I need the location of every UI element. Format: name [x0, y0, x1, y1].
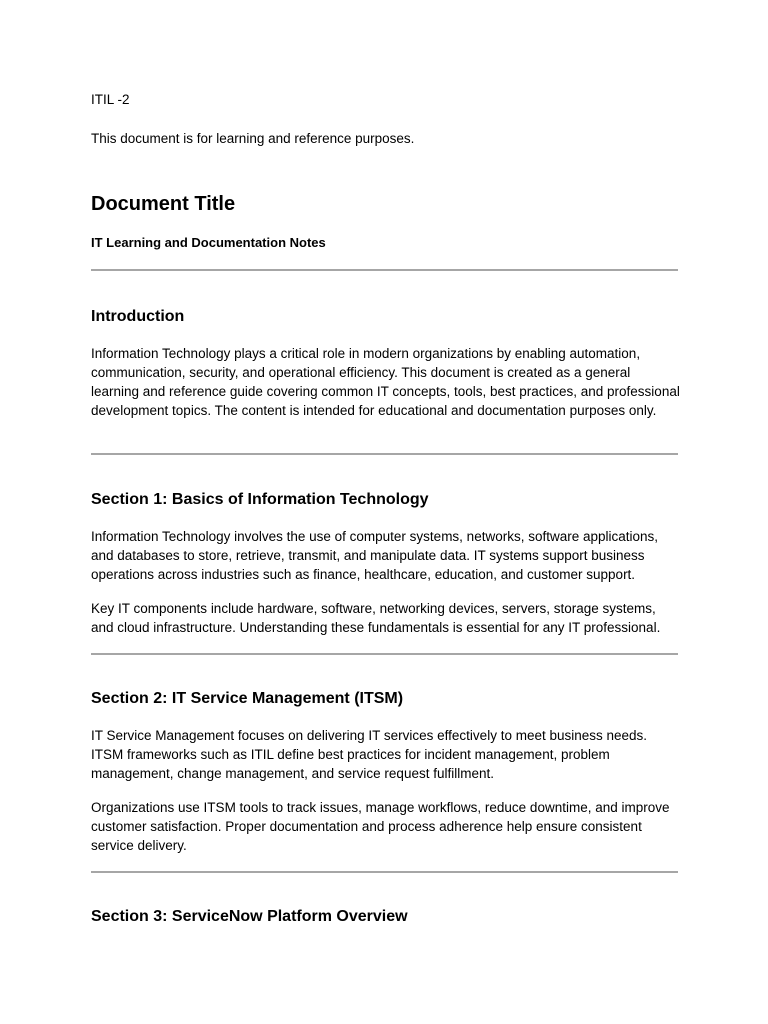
- basics-paragraph-1: Information Technology involves the use of computer systems, networks, software applications, and databases to store, retrieve, transmit, and manipulate data. IT systems support business operations across industries such as finance, healthcare, education, and customer support.: [91, 529, 659, 582]
- divider: [91, 269, 678, 271]
- divider: [91, 453, 678, 455]
- section-heading-introduction: Introduction: [91, 308, 185, 325]
- section-heading-basics: Section 1: Basics of Information Technology: [91, 491, 429, 508]
- divider: [91, 871, 678, 873]
- introduction-paragraph: Information Technology plays a critical role in modern organizations by enabling automation, communication, security, and operational efficiency. This document is created as a general learning and reference guide covering common IT concepts, tools, best practices, and professional development topics. The content is intended for educational and documentation purposes only.: [91, 346, 680, 418]
- section-heading-itsm: Section 2: IT Service Management (ITSM): [91, 690, 404, 707]
- itsm-paragraph-2: Organizations use ITSM tools to track issues, manage workflows, reduce downtime, and improve customer satisfaction. Proper documentation and process adherence help ensure consistent service delivery.: [91, 800, 670, 853]
- document-title: Document Title: [91, 193, 236, 215]
- document-purpose-note: This document is for learning and reference purposes.: [91, 131, 415, 146]
- divider: [91, 653, 678, 655]
- section-heading-servicenow: Section 3: ServiceNow Platform Overview: [91, 908, 408, 925]
- itsm-paragraph-1: IT Service Management focuses on delivering IT services effectively to meet business needs. ITSM frameworks such as ITIL define best practices for incident management, problem management, change management, and service request fulfillment.: [91, 728, 648, 781]
- document-label: ITIL -2: [91, 92, 130, 107]
- document-subtitle: IT Learning and Documentation Notes: [91, 235, 326, 250]
- basics-paragraph-2: Key IT components include hardware, software, networking devices, servers, storage systems, and cloud infrastructure. Understanding these fundamentals is essential for any IT professional.: [91, 601, 661, 635]
